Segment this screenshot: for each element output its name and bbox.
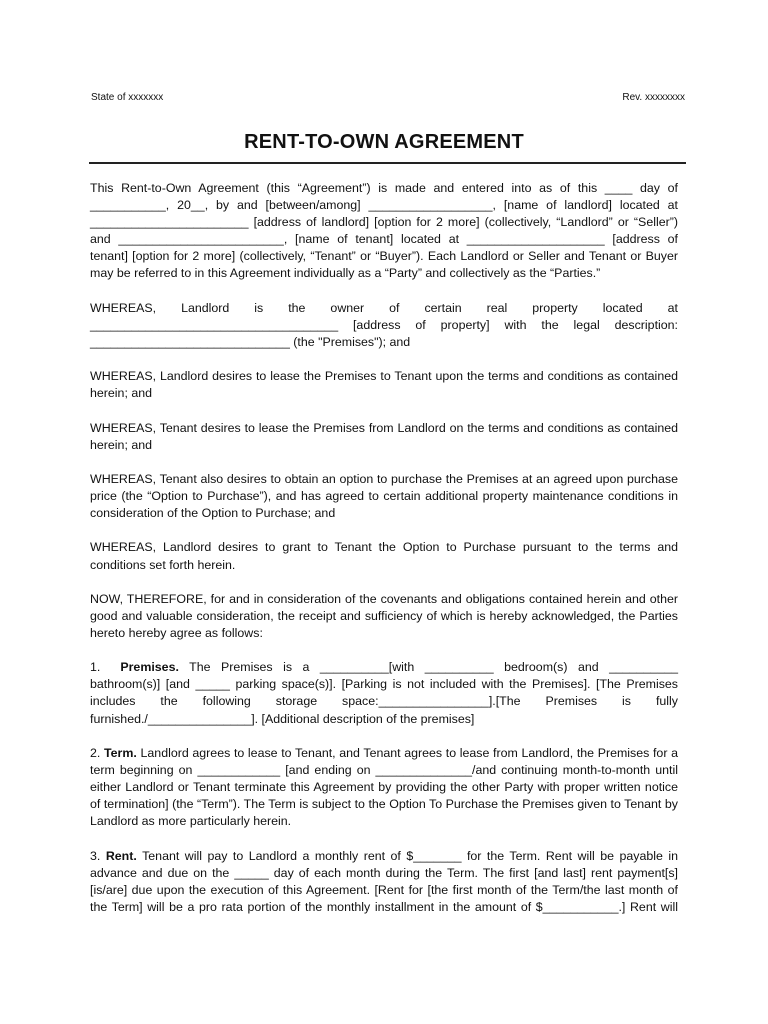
section-premises-text: The Premises is a __________[with __________ bedroom(s) and __________ bathroom(s)] [and _____ parking space(s)]. [Parking is not included with the Premises]. [The Premises includes the following storage space:________________].[The Premises is fully furnished./_______________]. [Additional description of the premises] (90, 660, 678, 726)
section-premises (90, 659, 678, 727)
document-header (91, 92, 685, 104)
section-rent-text: Tenant will pay to Landlord a monthly rent of $_______ for the Term. Rent will be payable in advance and due on the _____ day of each month during the Term. The first [and last] rent payment[s] [is/are] due upon the execution of this Agreement. [Rent for [the first month of the Term/the last month of the Term] will be a pro rata portion of the monthly installment in the amount of $___________.] Rent will (90, 848, 679, 914)
section-term-number: 2. (90, 745, 101, 760)
section-rent (90, 848, 678, 916)
document-body (90, 180, 678, 933)
section-rent-heading: Rent. (105, 848, 137, 863)
whereas-grant-paragraph: WHEREAS, Landlord desires to grant to Tenant the Option to Purchase pursuant to the terms and conditions set forth herein. (90, 540, 678, 572)
intro-paragraph: This Rent-to-Own Agreement (this “Agreement”) is made and entered into as of this ____ day of ___________, 20__, by and [between/among] __________________, [name of landlord] located at _______________________ [address of landlord] [option for 2 more] (collectively, “Landlord” or “Seller”) and ________________________, [name of tenant] located at ____________________ [address of tenant] [option for 2 more] (collectively, “Tenant” or “Buyer”). Each Landlord or Seller and Tenant or Buyer may be referred to in this Agreement individually as a “Party” and collectively as the “Parties.” (90, 181, 678, 281)
whereas-owner-paragraph: WHEREAS, Landlord is the owner of certain real property located at ____________________________________ [address of property] with the legal description: _____________________________ (the "Premises"); and (90, 300, 678, 349)
section-premises-number: 1. (90, 660, 101, 675)
whereas-option-paragraph: WHEREAS, Tenant also desires to obtain an option to purchase the Premises at an agreed upon purchase price (the “Option to Purchase”), and has agreed to certain additional property maintenance conditions in consideration of the Option to Purchase; and (90, 471, 678, 521)
whereas-tenant-lease-paragraph: WHEREAS, Tenant desires to lease the Premises from Landlord on the terms and conditions as contained herein; and (90, 420, 678, 452)
section-premises-heading: Premises. (120, 660, 179, 675)
document-title: RENT-TO-OWN AGREEMENT (244, 131, 524, 153)
revision-label: Rev. xxxxxxxx (622, 92, 685, 103)
whereas-lease-paragraph: WHEREAS, Landlord desires to lease the Premises to Tenant upon the terms and conditions as contained herein; and (90, 369, 678, 401)
section-term-text: Landlord agrees to lease to Tenant, and Tenant agrees to lease from Landlord, the Premises for a term beginning on ____________ [and ending on ______________/and continuing month-to-month until either Landlord or Tenant terminate this Agreement by providing the other Party with proper written notice of termination] (the “Term”). The Term is subject to the Option To Purchase the Premises given to Tenant by Landlord as more particularly herein. (90, 745, 678, 829)
state-label: State of xxxxxxx (91, 92, 164, 103)
section-term-heading: Term. (104, 745, 137, 760)
section-rent-number: 3. (90, 848, 101, 863)
section-term (90, 745, 678, 830)
title-divider (89, 162, 686, 164)
now-therefore-paragraph: NOW, THEREFORE, for and in consideration of the covenants and obligations contained herein and other good and valuable consideration, the receipt and sufficiency of which is hereby acknowledged, the Parties hereto hereby agree as follows: (90, 591, 678, 640)
